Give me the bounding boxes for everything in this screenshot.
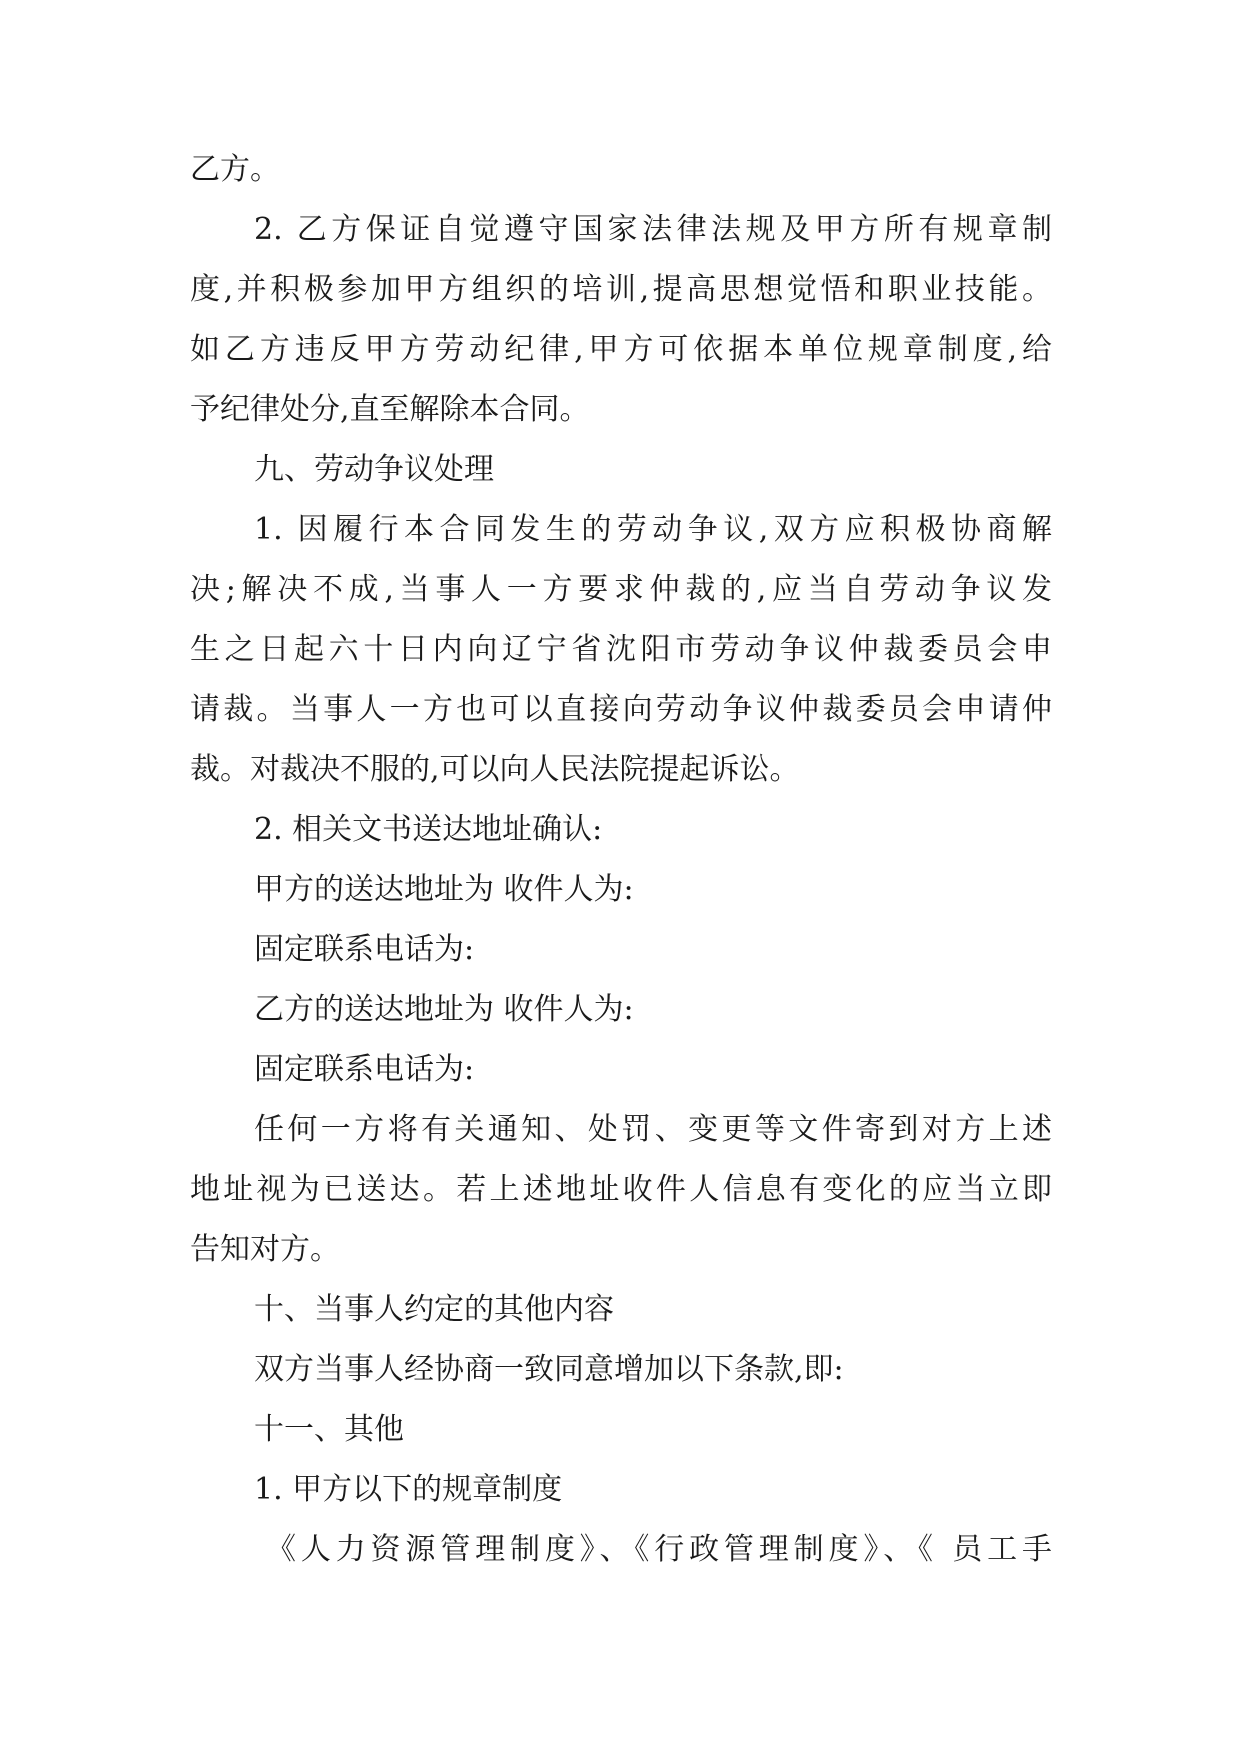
section-heading: 十、当事人约定的其他内容 [254,1292,614,1327]
text-line: 1. 因履行本合同发生的劳动争议,双方应积极协商解 [254,512,1052,547]
text-line: 乙方的送达地址为 收件人为: [254,992,634,1027]
text-line: 生之日起六十日内向辽宁省沈阳市劳动争议仲裁委员会申 [190,632,1052,667]
text-line: 甲方的送达地址为 收件人为: [254,872,634,907]
text-line: 2. 相关文书送达地址确认: [254,812,603,847]
text-line: 度,并积极参加甲方组织的培训,提高思想觉悟和职业技能。 [190,272,1052,307]
section-heading: 十一、其他 [254,1412,404,1447]
text-line: 任何一方将有关通知、处罚、变更等文件寄到对方上述 [254,1112,1052,1147]
section-heading: 九、劳动争议处理 [254,452,494,487]
text-line: 决;解决不成,当事人一方要求仲裁的,应当自劳动争议发 [190,572,1052,607]
text-line: 双方当事人经协商一致同意增加以下条款,即: [254,1352,844,1387]
text-line: 裁。对裁决不服的,可以向人民法院提起诉讼。 [190,752,800,787]
text-line: 如乙方违反甲方劳动纪律,甲方可依据本单位规章制度,给 [190,332,1052,367]
text-line: 乙方。 [190,152,280,187]
text-line: 请裁。当事人一方也可以直接向劳动争议仲裁委员会申请仲 [190,692,1052,727]
text-line: 固定联系电话为: [254,932,475,967]
text-line: 告知对方。 [190,1232,340,1267]
text-line: 地址视为已送达。若上述地址收件人信息有变化的应当立即 [190,1172,1052,1207]
text-line: 《人力资源管理制度》、《行政管理制度》、《 员工手 [266,1532,1052,1567]
text-line: 1. 甲方以下的规章制度 [254,1472,563,1507]
text-line: 固定联系电话为: [254,1052,475,1087]
text-line: 2. 乙方保证自觉遵守国家法律法规及甲方所有规章制 [254,212,1052,247]
text-line: 予纪律处分,直至解除本合同。 [190,392,590,427]
